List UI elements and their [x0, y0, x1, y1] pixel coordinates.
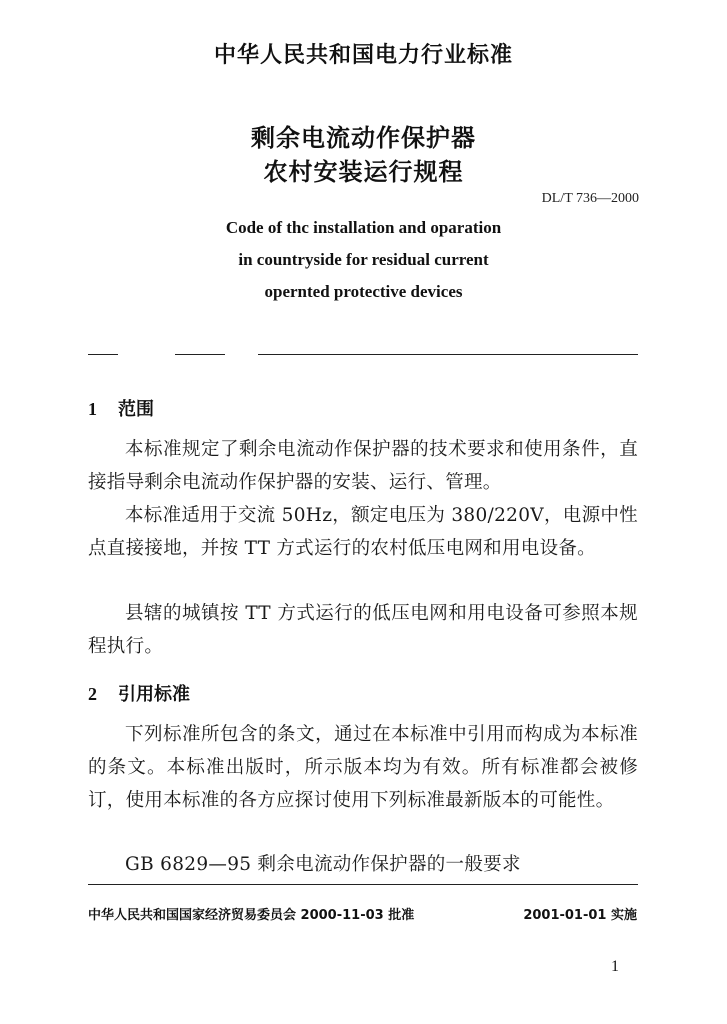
approval-line: 中华人民共和国国家经济贸易委员会 2000-11-03 批准 — [88, 908, 415, 923]
title-en-line-2: in countryside for residual current — [238, 250, 489, 269]
title-en-line-1: Code of thc installation and oparation — [225, 218, 502, 237]
section-1-paragraph-3: 县辖的城镇按 TT 方式运行的低压电网和用电设备可参照本规程执行。 — [88, 603, 638, 657]
section-2-title: 引用标准 — [118, 684, 190, 705]
section-1-paragraph-1: 本标准规定了剩余电流动作保护器的技术要求和使用条件，直接指导剩余电流动作保护器的安装、运行、管理。 — [88, 439, 638, 493]
footer-rule — [88, 884, 638, 885]
header-rule-segment — [175, 354, 225, 355]
title-en-line-3: opernted protective devices — [264, 282, 463, 301]
section-1-heading — [88, 395, 154, 421]
page-number: 1 — [611, 958, 619, 975]
standard-code: DL/T 736—2000 — [541, 191, 639, 206]
section-2-heading — [88, 680, 190, 706]
section-2-paragraph-1: 下列标准所包含的条文，通过在本标准中引用而构成为本标准的条文。本标准出版时，所示版本均为有效。所有标准都会被修订，使用本标准的各方应探讨使用下列标准最新版本的可能性。 — [88, 724, 638, 811]
section-1-title: 范围 — [118, 399, 154, 420]
section-2-reference-item: GB 6829—95 剩余电流动作保护器的一般要求 — [125, 854, 521, 875]
section-1-paragraph-2: 本标准适用于交流 50Hz，额定电压为 380/220V，电源中性点直接接地，并按 TT 方式运行的农村低压电网和用电设备。 — [88, 505, 638, 559]
implementation-date: 2001-01-01 实施 — [523, 908, 637, 923]
title-cn-line-1: 剩余电流动作保护器 — [251, 124, 476, 152]
section-1-number: 1 — [88, 399, 97, 419]
section-2-number: 2 — [88, 684, 97, 704]
header-rule — [258, 354, 638, 355]
title-cn-line-2: 农村安装运行规程 — [263, 158, 464, 186]
publisher-header: 中华人民共和国电力行业标准 — [213, 43, 513, 68]
header-rule-segment — [88, 354, 118, 355]
